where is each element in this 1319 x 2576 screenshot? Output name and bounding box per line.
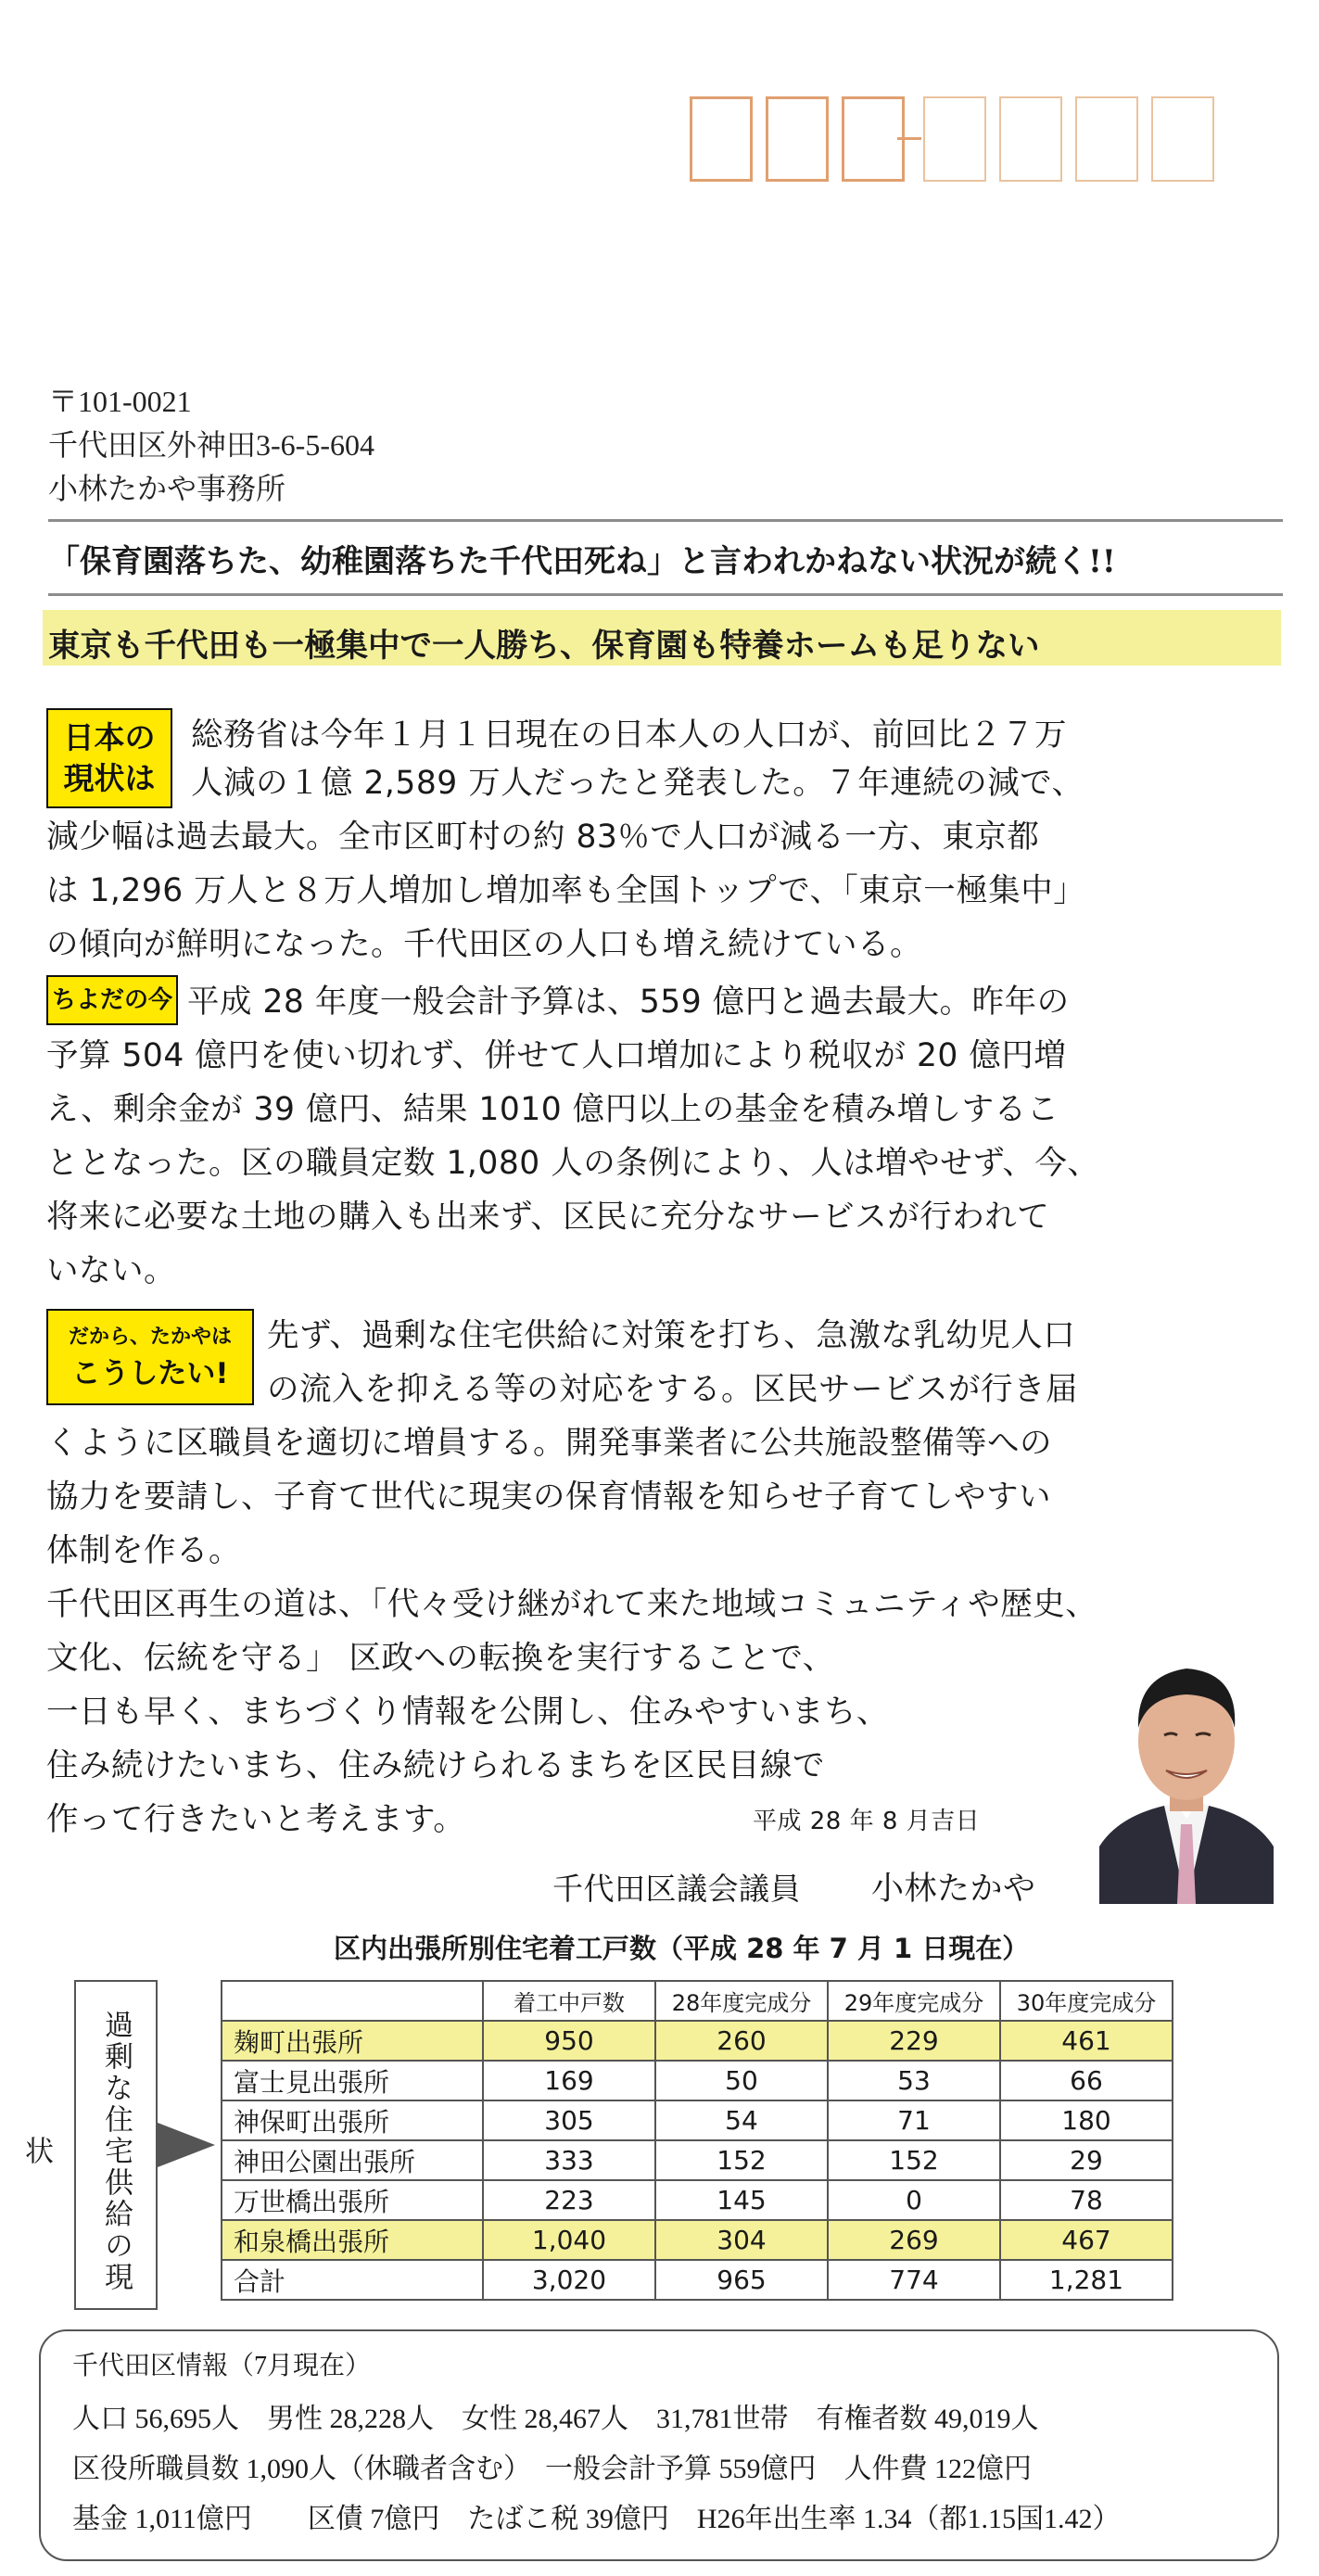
address-line: 千代田区外神田3-6-5-604 bbox=[48, 428, 374, 462]
table-row bbox=[222, 2180, 1173, 2220]
address-zip: 〒101-0021 bbox=[48, 385, 192, 418]
table-cell: 152 bbox=[828, 2140, 1000, 2180]
table-cell: 1,281 bbox=[1000, 2260, 1173, 2300]
body-line: 作って行きたいと考えます。 bbox=[46, 1801, 466, 1838]
table-cell: 3,020 bbox=[483, 2260, 655, 2300]
body-line: 予算 504 億円を使い切れず、併せて人口増加により税収が 20 億円増 bbox=[46, 1037, 1067, 1074]
table-cell: 965 bbox=[655, 2260, 828, 2300]
table-cell: 304 bbox=[655, 2220, 828, 2260]
table-header: 29年度完成分 bbox=[828, 1981, 1000, 2021]
table-cell: 神保町出張所 bbox=[222, 2100, 483, 2140]
portrait-photo bbox=[1099, 1643, 1274, 1904]
table-cell: 950 bbox=[483, 2021, 655, 2061]
postal-box bbox=[690, 96, 753, 182]
body-line: の傾向が鮮明になった。千代田区の人口も増え続けている。 bbox=[46, 926, 922, 963]
postal-box bbox=[1075, 96, 1138, 182]
postal-box bbox=[1151, 96, 1214, 182]
table-cell: 50 bbox=[655, 2061, 828, 2100]
divider-mid bbox=[48, 593, 1283, 596]
table-cell: 54 bbox=[655, 2100, 828, 2140]
body-line: 先ず、過剰な住宅供給に対策を打ち、急激な乳幼児人口 bbox=[267, 1317, 1076, 1354]
body-line: 体制を作る。 bbox=[46, 1532, 241, 1569]
table-cell: 333 bbox=[483, 2140, 655, 2180]
table-cell: 和泉橋出張所 bbox=[222, 2220, 483, 2260]
table-cell: 180 bbox=[1000, 2100, 1173, 2140]
side-label: 過剰な住宅供給の現状 bbox=[19, 2010, 133, 2293]
arrow-right-icon bbox=[158, 2123, 215, 2167]
headline-main: 「保育園落ちた、幼稚園落ちた千代田死ね」と言われかねない状況が続く!! bbox=[48, 543, 1116, 580]
info-line: 人口 56,695人 男性 28,228人 女性 28,467人 31,781世帯 有権者数 49,019人 bbox=[72, 2404, 1039, 2434]
table-header: 30年度完成分 bbox=[1000, 1981, 1173, 2021]
body-line: 文化、伝統を守る」 区政への転換を実行することで、 bbox=[46, 1640, 835, 1677]
table-header: 28年度完成分 bbox=[655, 1981, 828, 2021]
table-cell: 229 bbox=[828, 2021, 1000, 2061]
table-cell: 合計 bbox=[222, 2260, 483, 2300]
table-cell: 0 bbox=[828, 2180, 1000, 2220]
table-row bbox=[222, 2021, 1173, 2061]
table-row bbox=[222, 2220, 1173, 2260]
signature-name: 小林たかや bbox=[871, 1871, 1036, 1908]
body-line: いない。 bbox=[46, 1252, 176, 1289]
signature-title: 千代田区議会議員 bbox=[552, 1871, 801, 1907]
table-cell: 152 bbox=[655, 2140, 828, 2180]
table-cell: 461 bbox=[1000, 2021, 1173, 2061]
housing-table bbox=[221, 1980, 1173, 2301]
body-line: くように区職員を適切に増員する。開発事業者に公共施設整備等への bbox=[46, 1425, 1052, 1462]
body-line: 総務省は今年１月１日現在の日本人の人口が、前回比２７万 bbox=[191, 717, 1067, 754]
body-line: 人減の１億 2,589 万人だったと発表した。７年連続の減で、 bbox=[191, 765, 1084, 802]
table-cell: 223 bbox=[483, 2180, 655, 2220]
tag-line: こうしたい! bbox=[71, 1357, 229, 1390]
table-cell: 145 bbox=[655, 2180, 828, 2220]
body-line: 将来に必要な土地の購入も出来ず、区民に充分なサービスが行われて bbox=[46, 1199, 1050, 1236]
info-line: 基金 1,011億円 区債 7億円 たばこ税 39億円 H26年出生率 1.34（都1.15国1.42） bbox=[72, 2504, 1121, 2534]
table-title: 区内出張所別住宅着工戸数（平成 28 年 7 月 1 日現在） bbox=[334, 1933, 1030, 1964]
body-line: 一日も早く、まちづくり情報を公開し、住みやすいまち、 bbox=[46, 1694, 889, 1731]
tag-line: 現状は bbox=[63, 760, 156, 796]
divider-top bbox=[48, 519, 1283, 522]
tag-line: 日本の bbox=[63, 719, 156, 755]
table-cell: 麹町出張所 bbox=[222, 2021, 483, 2061]
table-row-total bbox=[222, 2260, 1173, 2300]
table-row bbox=[222, 2140, 1173, 2180]
tag-japan-status bbox=[46, 708, 172, 808]
postal-box bbox=[923, 96, 986, 182]
side-label-box bbox=[19, 1980, 158, 2310]
postal-box bbox=[842, 96, 905, 182]
postal-box bbox=[766, 96, 829, 182]
body-line: 千代田区再生の道は、「代々受け継がれて来た地域コミュニティや歴史、 bbox=[46, 1586, 1098, 1623]
table-row bbox=[222, 2061, 1173, 2100]
table-cell: 305 bbox=[483, 2100, 655, 2140]
table-cell: 78 bbox=[1000, 2180, 1173, 2220]
info-title: 千代田区情報（7月現在） bbox=[72, 2352, 372, 2380]
tag-line: だから、たかやは bbox=[68, 1326, 232, 1349]
table-cell: 467 bbox=[1000, 2220, 1173, 2260]
table-cell: 269 bbox=[828, 2220, 1000, 2260]
body-line: は 1,296 万人と８万人増加し増加率も全国トップで、「東京一極集中」 bbox=[46, 872, 1086, 909]
table-cell: 富士見出張所 bbox=[222, 2061, 483, 2100]
table-header bbox=[222, 1981, 483, 2021]
table-cell: 万世橋出張所 bbox=[222, 2180, 483, 2220]
table-cell: 神田公園出張所 bbox=[222, 2140, 483, 2180]
table-row bbox=[222, 2100, 1173, 2140]
body-line: の流入を抑える等の対応をする。区民サービスが行き届 bbox=[267, 1371, 1078, 1408]
table-cell: 66 bbox=[1000, 2061, 1173, 2100]
table-header-row bbox=[222, 1981, 1173, 2021]
table-cell: 260 bbox=[655, 2021, 828, 2061]
body-line: ととなった。区の職員定数 1,080 人の条例により、人は増やせず、今、 bbox=[46, 1145, 1100, 1182]
table-cell: 71 bbox=[828, 2100, 1000, 2140]
postal-dash bbox=[897, 137, 921, 140]
table-cell: 53 bbox=[828, 2061, 1000, 2100]
body-line: 協力を要請し、子育て世代に現実の保育情報を知らせ子育てしやすい bbox=[46, 1478, 1051, 1516]
table-header: 着工中戸数 bbox=[483, 1981, 655, 2021]
body-line: え、剰余金が 39 億円、結果 1010 億円以上の基金を積み増しするこ bbox=[46, 1091, 1059, 1128]
address-office: 小林たかや事務所 bbox=[48, 472, 286, 505]
tag-chiyoda-now: ちよだの今 bbox=[46, 975, 178, 1025]
body-line: 減少幅は過去最大。全市区町村の約 83％で人口が減る一方、東京都 bbox=[46, 818, 1040, 856]
tag-takaya-plan bbox=[46, 1309, 254, 1405]
table-cell: 1,040 bbox=[483, 2220, 655, 2260]
body-line: 住み続けたいまち、住み続けられるまちを区民目線で bbox=[46, 1747, 825, 1784]
table-cell: 169 bbox=[483, 2061, 655, 2100]
headline-sub: 東京も千代田も一極集中で一人勝ち、保育園も特養ホームも足りない bbox=[48, 628, 1040, 665]
body-line: 平成 28 年度一般会計予算は、559 億円と過去最大。昨年の bbox=[187, 983, 1070, 1021]
letter-date: 平成 28 年 8 月吉日 bbox=[753, 1808, 981, 1835]
info-line: 区役所職員数 1,090人（休職者含む） 一般会計予算 559億円 人件費 122億円 bbox=[72, 2454, 1032, 2484]
postal-box bbox=[999, 96, 1062, 182]
table-cell: 29 bbox=[1000, 2140, 1173, 2180]
table-cell: 774 bbox=[828, 2260, 1000, 2300]
